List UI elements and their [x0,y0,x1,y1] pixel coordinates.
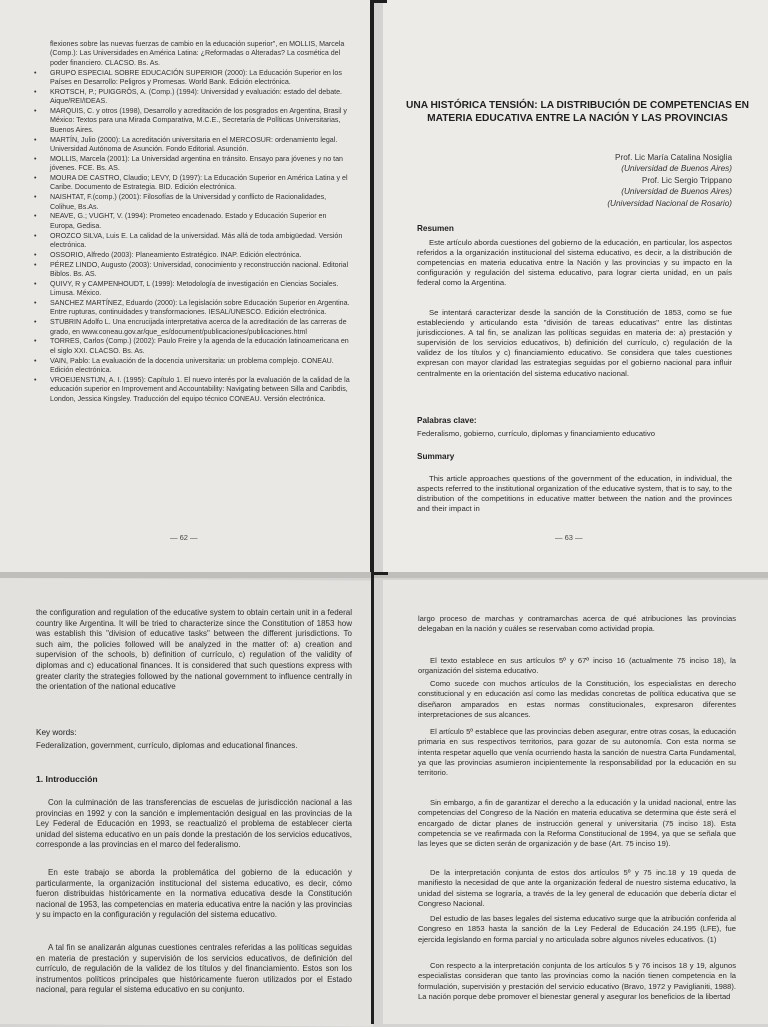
bibliography-entry-text: OSSORIO, Alfredo (2003): Planeamiento Estratégico. INAP. Edición electrónica. [50,250,302,259]
bibliography-entry-text: VAIN, Pablo: La evaluación de la docencia universitaria: un problema complejo. CONEAU. Edición electrónica. [50,356,334,375]
bibliography-entry-text: MOLLIS, Marcela (2001): La Universidad argentina en tránsito. Ensayo para jóvenes y no tan jóvenes. FCE. Bs. AS. [50,154,343,173]
bibliography-entry [30,299,352,318]
bibliography-entry-text: MOURA DE CASTRO, Claudio; LEVY, D (1997): La Educación Superior en América Latina y el Caribe. Documento de Estrategia. BID. Edición electrónica. [50,174,348,192]
bibliography-entry [30,251,352,260]
bullet-icon: • [34,68,37,77]
body-paragraph-1: largo proceso de marchas y contramarchas acerca de qué atribuciones las provincias delegaban en la nación y cuáles se reservaban como actividad propia. [418,614,736,634]
bullet-icon: • [34,193,37,202]
palabras-clave-heading: Palabras clave: [417,416,477,425]
bibliography-entry-text: TORRES, Carlos (Comp.) (2002): Paulo Freire y la agenda de la educación latinoamericana en el siglo XXI. CLACSO. Bs. As. [50,337,349,355]
bibliography-entry [30,40,352,68]
bibliography-entry [30,88,352,107]
bibliography-entry-text: SANCHEZ MARTÍNEZ, Eduardo (2000): La legislación sobre Educación Superior en Argentina. Entre rupturas, continuidades y transformaciones. IESAL/UNESCO. Edición electrónica. [50,299,350,317]
bibliography-entry [30,376,352,404]
bullet-icon: • [34,154,37,163]
bullet-icon: • [34,375,37,384]
body-paragraph-6: De la interpretación conjunta de estos dos artículos 5º y 75 inc.18 y 19 queda de manifiesto la necesidad de que ante la organización federal de nuestro sistema educativo, la unidad del sistema se lograría, a través de la ley general de educación que debería dictar el Congreso Nacional. [418,868,736,908]
bibliography-entry [30,337,352,356]
bibliography-entry [30,155,352,174]
bibliography-entry [30,318,352,337]
palabras-clave-text: Federalismo, gobierno, currículo, diplomas y financiamiento educativo [417,429,656,438]
bibliography-entry-text: KROTSCH, P.; PUIGGRÓS, A. (Comp.) (1994): Universidad y evaluación: estado del debate. Aique/REI/IDEAS. [50,87,343,106]
page-number-63: — 63 — [555,533,583,542]
author-name: Prof. Lic María Catalina Nosiglia [615,153,732,162]
summary-heading: Summary [417,452,455,461]
bibliography-entry-text: NEAVE, G.; VUGHT, V. (1994): Prometeo encadenado. Estado y Educación Superior en Europa, Gedisa. [50,212,327,230]
body-paragraph-5: Sin embargo, a fin de garantizar el derecho a la educación y la unidad nacional, entre las competencias del Congreso de la Nación en materia educativa se determina que éste será el encargado de dictar planes de instrucción general y universitaria (75 inciso 18). Esta competencia se ve reafirmada con la Reforma Constitucional de 1994, ya que se señala que las leyes que se dicten serán de organización y de base (Art. 75 inciso 19). [418,798,736,849]
bibliography-entry-text: MARTÍN, Julio (2000): La acreditación universitaria en el MERCOSUR: ordenamiento legal. Universidad Autónoma de Asunción. Fondo Editorial. Asunción. [50,135,338,154]
summary-paragraph-1: This article approaches questions of the government of the education, in individual, the aspects referred to the institutional organization of the educative system, that is to say, to the distribution of the competitions in educative matter between the nation and the provinces and their impact in [417,474,732,514]
bullet-icon: • [34,135,37,144]
author-affiliation: (Universidad de Buenos Aires) [621,187,732,197]
resumen-heading: Resumen [417,224,454,233]
intro-paragraph-1: Con la culminación de las transferencias de escuelas de jurisdicción nacional a las provincias en 1992 y con la sanción e implementación desigual en las provincias de la Ley Federal de Educación en 1993, se reactualizó el problema de establecer cierta unidad del sistema educativo en un país donde la prestación de los servicios educativos, corresponde a las provincias en el marco del federalismo. [36,798,352,850]
keywords-text: Federalization, government, currículo, diplomas and educational finances. [36,741,298,750]
bullet-icon: • [34,107,37,116]
bullet-icon: • [34,174,37,183]
bibliography-entry [30,261,352,280]
resumen-paragraph-2: Se intentará caracterizar desde la sanción de la Constitución de 1853, como se fue estableciendo y articulando esta "división de tareas educativas" entre las distintas jurisdicciones. A tal fin, se analizan las políticas seguidas en materia de: a) prestación y supervisión de los servicios educativos, b) definición del currículo, c) regulación de la validez de los títulos y c) financiamiento educativo. Se considera que tales cuestiones expresan con mayor claridad las estrategias seguidas por el gobierno nacional para influir centralmente en la orientación del sistema educativo nacional. [417,308,732,378]
body-paragraph-4: El artículo 5º establece que las provincias deben asegurar, entre otras cosas, la educación primaria en sus respectivos territorios, para gozar de su autonomía. Con esta norma se intenta respetar aquello que venía ocurriendo hasta la sanción de nuestra Carta Fundamental, ya que las provincias asumieron incipientemente la responsabilidad por la educación en su territorio. [418,727,736,778]
bullet-icon: • [34,279,37,288]
bibliography-entry-text: QUIVY, R y CAMPENHOUDT, L (1999): Metodología de investigación en Ciencias Sociales. Limusa. México. [50,279,339,298]
bibliography-entry [30,232,352,251]
introduccion-heading: 1. Introducción [36,774,98,784]
intro-paragraph-2: En este trabajo se aborda la problemática del gobierno de la educación y particularmente, la organización institucional del sistema educativo, es decir, cómo fueron distribuidas históricamente en la normativa educativa desde la Constitución nacional de 1953, las competencias en materia educativa entre la nación y las provincias y su impacto en la configuración y regulación del sistema educativo. [36,868,352,920]
bibliography-entry-text: VROEIJENSTIJN, A. I. (1995): Capítulo 1. El nuevo interés por la evaluación de la calidad de la educación superior en Improvement and Accountability: Navigating between Silla and Caribdis, London, Jessica Kingsley. Traducción del equipo técnico CONEAU. Versión electrónica. [50,375,350,403]
book-spine-bottom [371,572,374,1024]
bibliography-entry [30,280,352,299]
bullet-icon: • [34,337,37,346]
article-title: UNA HISTÓRICA TENSIÓN: LA DISTRIBUCIÓN DE COMPETENCIAS EN MATERIA EDUCATIVA ENTRE LA NACIÓN Y LAS PROVINCIAS [406,100,749,124]
bullet-icon: • [34,299,37,308]
bullet-icon: • [34,318,37,327]
bibliography-entry-text: STUBRIN Adolfo L. Una encrucijada interpretativa acerca de la acreditación de las carreras de grado, en www.coneau.gov.ar/que_es/document/publicaciones/publicaciones.html [50,318,347,336]
bibliography-list [30,40,352,404]
book-spine-edge-bottom [371,572,388,587]
bullet-icon: • [34,260,37,269]
bullet-icon: • [34,87,37,96]
bibliography-entry-text: OROZCO SILVA, Luis E. La calidad de la universidad. Más allá de toda ambigüedad. Versión electrónica. [50,231,343,250]
bibliography-entry [30,357,352,376]
bibliography-entry [30,174,352,193]
bullet-icon: • [34,250,37,259]
summary-paragraph-continued: the configuration and regulation of the educative system to obtain certain unit in a federal country like Argentina. It will be tried to characterize since the Constitution of 1853 how was establish this "division of educative tasks" between the different jurisdictions. To such aim, the policies followed will be analyzed in the matter of: a) creation and supervision of the schools, b) definition of currículo, c) regulation of the validity of diplomas and c) educational finances. It is considered that such questions express with greater clarity the strategies followed by the national government to influence centrally in the orientation of the national educative [36,608,352,692]
book-spine-top [370,0,374,572]
author-name: Prof. Lic Sergio Trippano [641,175,732,185]
bibliography-entry [30,136,352,155]
bibliography-entry-text: MARQUIS, C. y otros (1998), Desarrollo y acreditación de los posgrados en Argentina, Brasil y México: Textos para una Mirada Comparativa, M.C.E., Secretaría de Políticas Universitarias, Buenos Aires. [50,107,347,134]
bibliography-entry [30,212,352,231]
body-paragraph-2: El texto establece en sus artículos 5º y 67º inciso 16 (actualmente 75 inciso 18), la organización del sistema educativo. [418,656,736,676]
body-paragraph-8: Con respecto a la interpretación conjunta de los artículos 5 y 76 incisos 18 y 19, algunos especialistas consideran que tanto las provincias como la nación tienen competencia en la formulación, supervisión y prestación del servicio educativo (Bravo, 1972 y Paviglianiti, 1988). La nación porque debe promover el bienestar general y asegurar los beneficios de la libertad [418,961,736,1001]
page-number-62: — 62 — [170,533,198,542]
bibliography-entry-text: PÉREZ LINDO, Augusto (2003): Universidad, conocimiento y reconstrucción nacional. Editorial Biblos. Bs. AS. [50,260,349,279]
intro-paragraph-3: A tal fin se analizarán algunas cuestiones centrales referidas a las políticas seguidas en materia de prestación y supervisión de los servicios educativos, de definición del currículo, de regulación de la validez de los títulos y del financiamiento. Estos son los instrumentos políticos principales que históricamente fueron utilizados por el Estado nacional, para regular el sistema educativo en su conjunto. [36,943,352,995]
bibliography-entry-text: GRUPO ESPECIAL SOBRE EDUCACIÓN SUPERIOR (2000): La Educación Superior en los Países en Desarrollo: Peligros y Promesas. World Bank. Edición electrónica. [50,68,342,87]
bibliography-entry [30,107,352,135]
bibliography-entry [30,69,352,88]
resumen-paragraph-1: Este artículo aborda cuestiones del gobierno de la educación, en particular, los aspectos referidos a la organización institucional del sistema educativo, es decir, a la distribución de competencias en materia educativa entre la Nación y las provincias y su impacto en la configuración y regulación del sistema educativo, para lograr cierta unidad, en un país federal como la Argentina. [417,238,732,288]
body-paragraph-7: Del estudio de las bases legales del sistema educativo surge que la atribución conferida al Congreso en 1853 hasta la sanción de la Ley Federal de Educación 24.195 (LFE), fue ejercida legislando en forma parcial y no articulada sobre algunos niveles educativos. (1) [418,914,736,944]
bullet-icon: • [34,231,37,240]
author-block [432,152,732,209]
bullet-icon: • [34,212,37,221]
bullet-icon: • [34,356,37,365]
bibliography-entry [30,193,352,212]
body-paragraph-3: Como sucede con muchos artículos de la Constitución, los especialistas en derecho constitucional y en educación así como las medidas concretas de política educativa que se diseñaron amparados en estas normas constitucionales, expresaron diferentes interpretaciones de sus alcances. [418,679,736,719]
bibliography-entry-text: flexiones sobre las nuevas fuerzas de cambio en la educación superior", en MOLLIS, Marcela (Comp.): Las Universidades en América Latina: ¿Reformadas o Alteradas? La cosmética del poder financiero. CLACSO. Bs. As. [50,40,345,67]
author-affiliation: (Universidad Nacional de Rosario) [607,198,732,208]
author-affiliation: (Universidad de Buenos Aires) [621,164,732,174]
bibliography-entry-text: NAISHTAT, F.(comp.) (2001): Filosofías de la Universidad y conflicto de Racionalidades, Colihue, Bs.As. [50,193,327,211]
keywords-heading: Key words: [36,728,77,737]
book-spine-edge-top [370,0,387,15]
